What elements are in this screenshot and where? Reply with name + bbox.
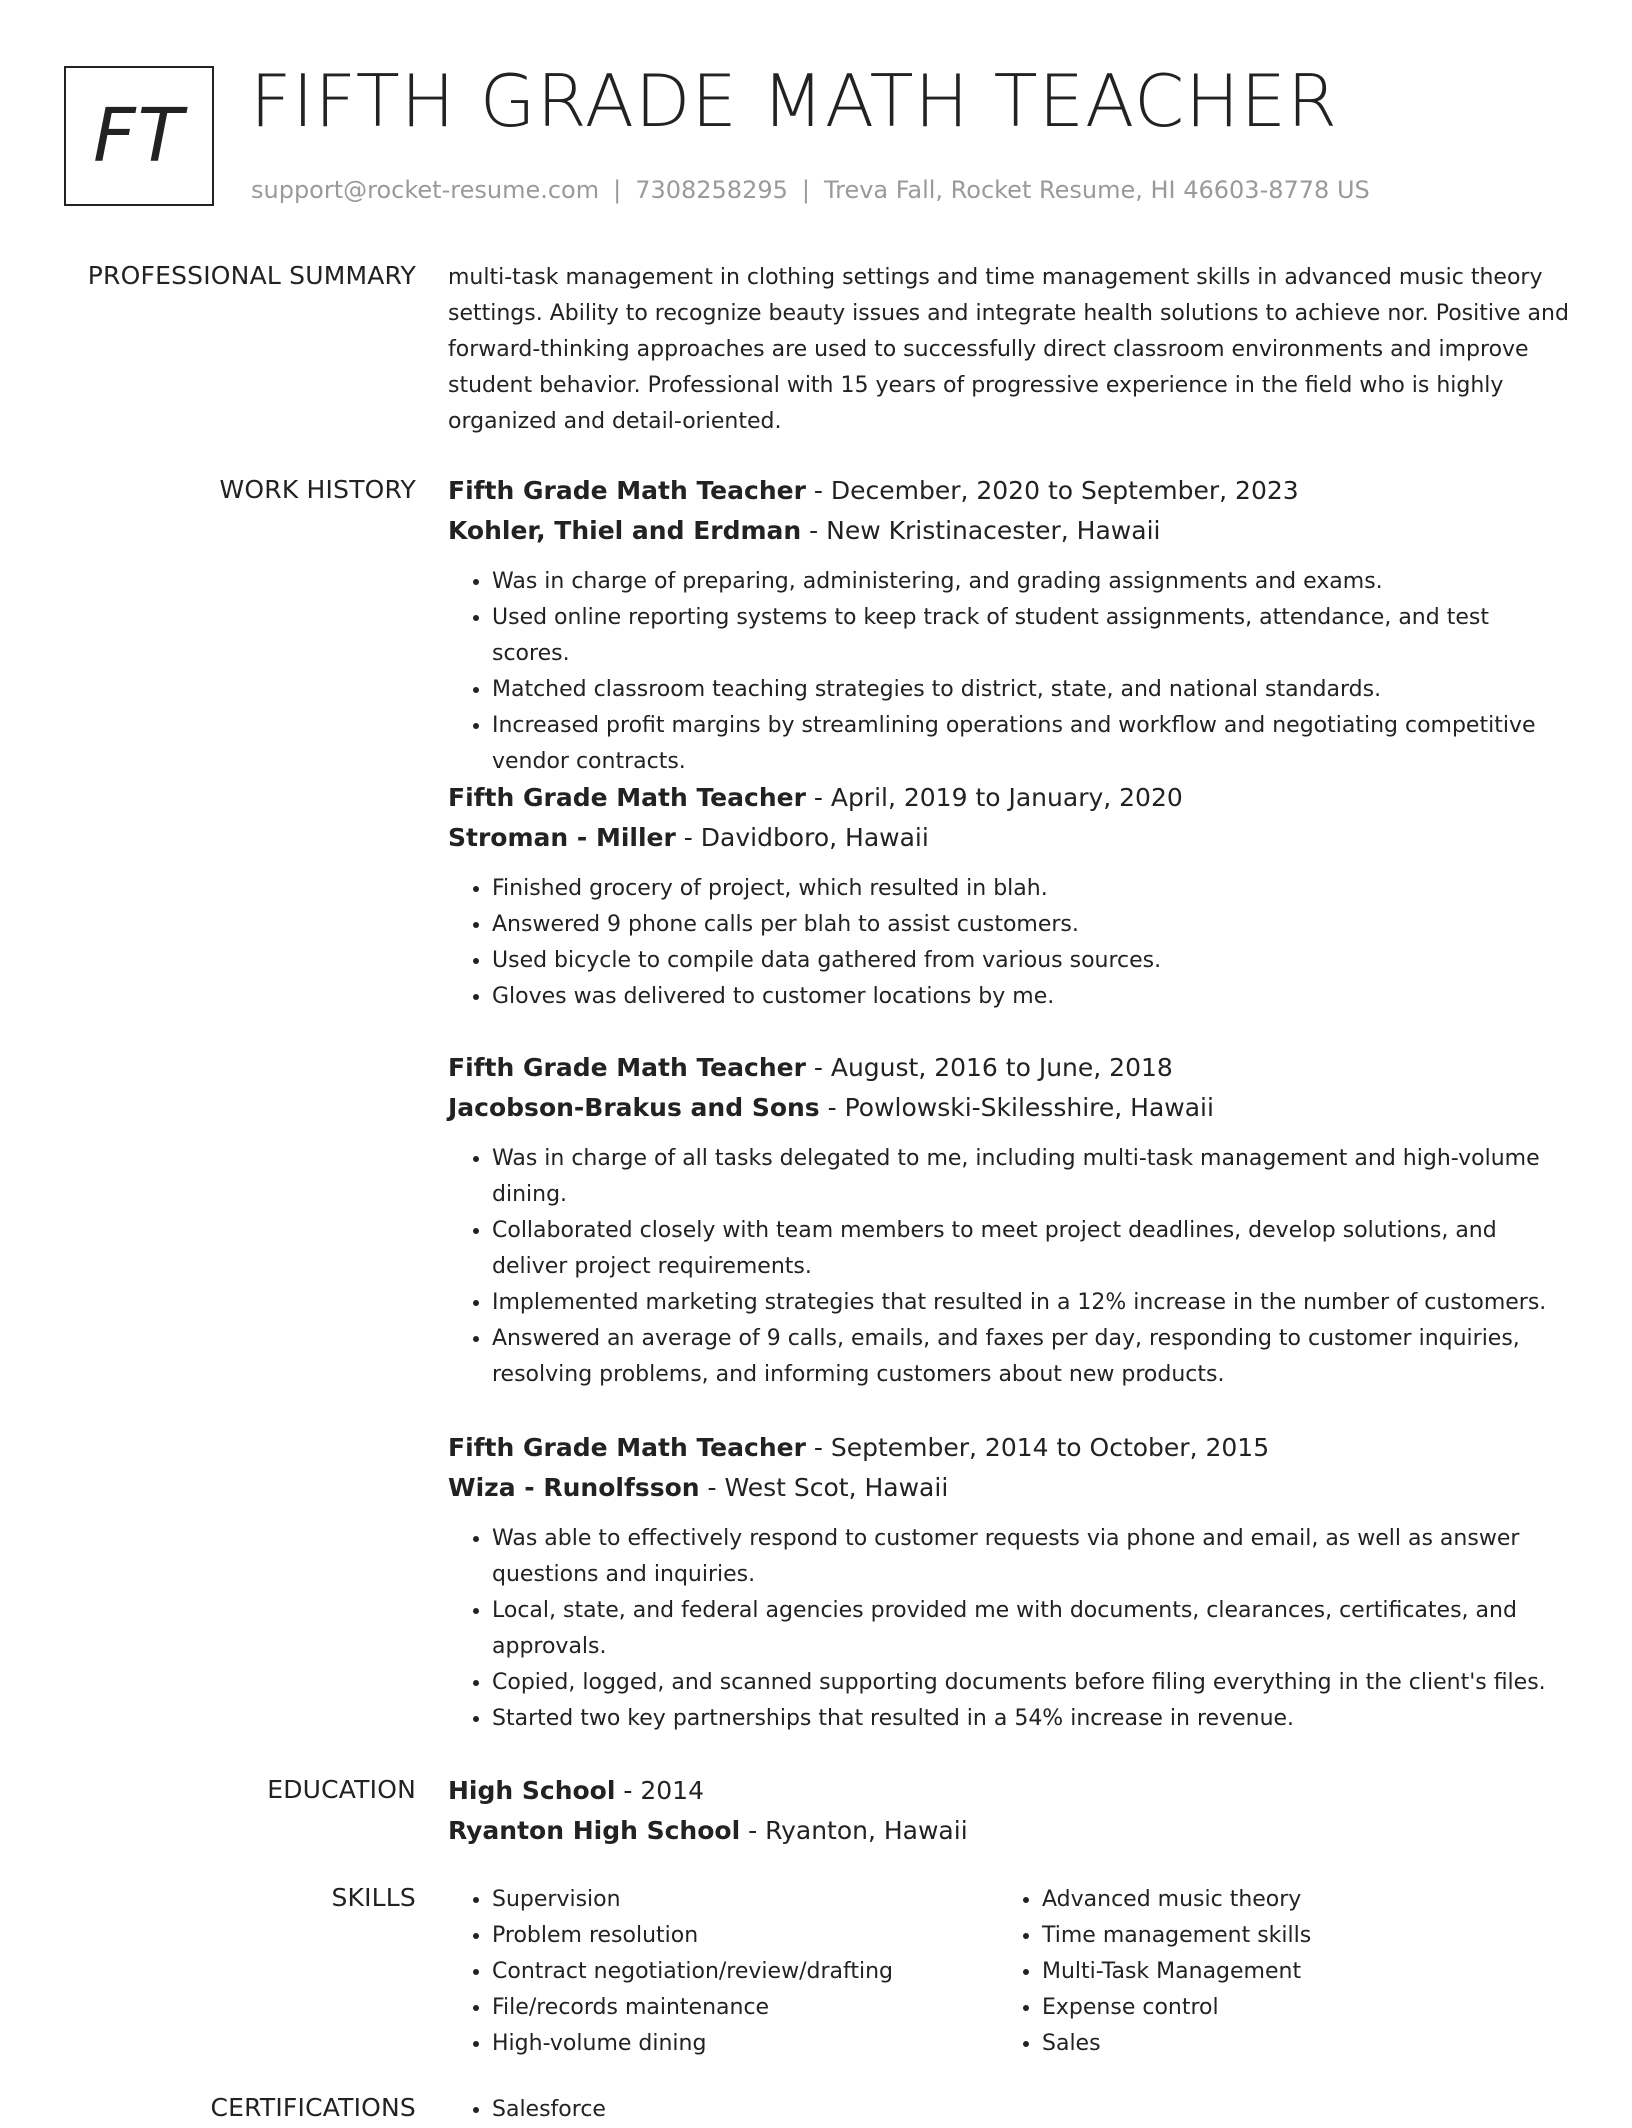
- list-item: • Finished grocery of project, which resulted in blah.: [492, 871, 1573, 907]
- job-entry: [448, 471, 1573, 780]
- list-item: • Was able to effectively respond to customer requests via phone and email, as well as answer questions and inquiries.: [492, 1521, 1573, 1593]
- list-item: • Sales: [1042, 2026, 1548, 2062]
- list-item: • Started two key partnerships that resulted in a 54% increase in revenue.: [492, 1701, 1573, 1737]
- job-company-line: [448, 1468, 1573, 1508]
- job-bullets: [448, 1521, 1573, 1737]
- company-name: Jacobson-Brakus and Sons: [448, 1093, 820, 1122]
- list-item: • Salesforce: [492, 2092, 1573, 2128]
- job-location: - New Kristinacester, Hawaii: [801, 516, 1161, 545]
- list-item: • Multi-Task Management: [1042, 1954, 1548, 1990]
- skills-list: [448, 1882, 1573, 2062]
- job-dates: - September, 2014 to October, 2015: [805, 1433, 1270, 1462]
- resume-title: FIFTH GRADE MATH TEACHER: [250, 59, 1338, 143]
- section-label-certifications: CERTIFICATIONS: [210, 2093, 416, 2122]
- job-entry: [448, 778, 1573, 1015]
- list-item: • Used online reporting systems to keep track of student assignments, attendance, and test scores.: [492, 600, 1573, 672]
- job-title: Fifth Grade Math Teacher: [448, 783, 806, 812]
- list-item: • Gloves was delivered to customer locations by me.: [492, 979, 1573, 1015]
- job-bullets: [448, 564, 1573, 780]
- list-item: • Problem resolution: [492, 1918, 998, 1954]
- job-bullets: [448, 1141, 1573, 1393]
- list-item: • Contract negotiation/review/drafting: [492, 1954, 998, 1990]
- certifications-bullets: [448, 2092, 1573, 2128]
- list-item: • Matched classroom teaching strategies to district, state, and national standards.: [492, 672, 1573, 708]
- list-item: • Local, state, and federal agencies provided me with documents, clearances, certificates, and approvals.: [492, 1593, 1573, 1665]
- section-label-education: EDUCATION: [267, 1775, 416, 1804]
- job-title: Fifth Grade Math Teacher: [448, 476, 806, 505]
- job-title-line: [448, 471, 1573, 511]
- skills-column-left: [448, 1882, 998, 2062]
- school-name: Ryanton High School: [448, 1816, 741, 1845]
- job-company-line: [448, 511, 1573, 551]
- list-item: • Advanced music theory: [1042, 1882, 1548, 1918]
- monogram-logo: FT: [64, 66, 214, 206]
- list-item: • Expense control: [1042, 1990, 1548, 2026]
- job-title-line: [448, 1428, 1573, 1468]
- job-entry: [448, 1048, 1573, 1393]
- section-label-work-history: WORK HISTORY: [219, 475, 416, 504]
- job-location: - Davidboro, Hawaii: [675, 823, 929, 852]
- job-dates: - August, 2016 to June, 2018: [805, 1053, 1173, 1082]
- school-location: - Ryanton, Hawaii: [740, 1816, 968, 1845]
- job-location: - Powlowski-Skilesshire, Hawaii: [819, 1093, 1214, 1122]
- skills-columns: [448, 1882, 1573, 2062]
- list-item: • Answered an average of 9 calls, emails, and faxes per day, responding to customer inquiries, resolving problems, and informing customers about new products.: [492, 1321, 1573, 1393]
- degree-name: High School: [448, 1776, 616, 1805]
- phone-text: 7308258295: [635, 176, 788, 204]
- email-text: support@rocket-resume.com: [251, 176, 600, 204]
- school-line: [448, 1811, 1573, 1851]
- section-label-skills: SKILLS: [331, 1883, 416, 1912]
- summary-text: multi-task management in clothing settings and time management skills in advanced music theory settings. Ability to recognize beauty issues and integrate health solutions to achieve nor. Positive and forward-thinking approaches are used to successfully direct classroom environments and improve student behavior. Professional with 15 years of progressive experience in the field who is highly organized and detail-oriented.: [448, 265, 1569, 434]
- job-company-line: [448, 1088, 1573, 1128]
- job-dates: - April, 2019 to January, 2020: [805, 783, 1183, 812]
- list-item: • Was in charge of all tasks delegated to me, including multi-task management and high-volume dining.: [492, 1141, 1573, 1213]
- section-label-summary: PROFESSIONAL SUMMARY: [87, 261, 416, 290]
- list-item: • Collaborated closely with team members to meet project deadlines, develop solutions, and deliver project requirements.: [492, 1213, 1573, 1285]
- job-title: Fifth Grade Math Teacher: [448, 1433, 806, 1462]
- job-bullets: [448, 871, 1573, 1015]
- list-item: • Implemented marketing strategies that resulted in a 12% increase in the number of customers.: [492, 1285, 1573, 1321]
- job-location: - West Scot, Hawaii: [699, 1473, 949, 1502]
- company-name: Wiza - Runolfsson: [448, 1473, 700, 1502]
- job-title-line: [448, 1048, 1573, 1088]
- job-title-line: [448, 778, 1573, 818]
- graduation-year: - 2014: [615, 1776, 704, 1805]
- job-entry: [448, 1428, 1573, 1737]
- list-item: • Supervision: [492, 1882, 998, 1918]
- company-name: Kohler, Thiel and Erdman: [448, 516, 802, 545]
- contact-line: [251, 174, 1370, 206]
- list-item: • Increased profit margins by streamlining operations and workflow and negotiating competitive vendor contracts.: [492, 708, 1573, 780]
- list-item: • File/records maintenance: [492, 1990, 998, 2026]
- job-company-line: [448, 818, 1573, 858]
- list-item: • High-volume dining: [492, 2026, 998, 2062]
- contact-separator: |: [613, 176, 622, 204]
- contact-separator: |: [801, 176, 810, 204]
- list-item: • Was in charge of preparing, administering, and grading assignments and exams.: [492, 564, 1573, 600]
- list-item: • Answered 9 phone calls per blah to assist customers.: [492, 907, 1573, 943]
- skills-column-right: [998, 1882, 1548, 2062]
- list-item: • Used bicycle to compile data gathered from various sources.: [492, 943, 1573, 979]
- address-text: Treva Fall, Rocket Resume, HI 46603-8778 US: [823, 176, 1370, 204]
- job-dates: - December, 2020 to September, 2023: [805, 476, 1299, 505]
- certifications-list: [448, 2092, 1573, 2128]
- education-entry: [448, 1771, 1573, 1851]
- list-item: • Time management skills: [1042, 1918, 1548, 1954]
- job-title: Fifth Grade Math Teacher: [448, 1053, 806, 1082]
- degree-line: [448, 1771, 1573, 1811]
- list-item: • Copied, logged, and scanned supporting documents before filing everything in the client's files.: [492, 1665, 1573, 1701]
- company-name: Stroman - Miller: [448, 823, 676, 852]
